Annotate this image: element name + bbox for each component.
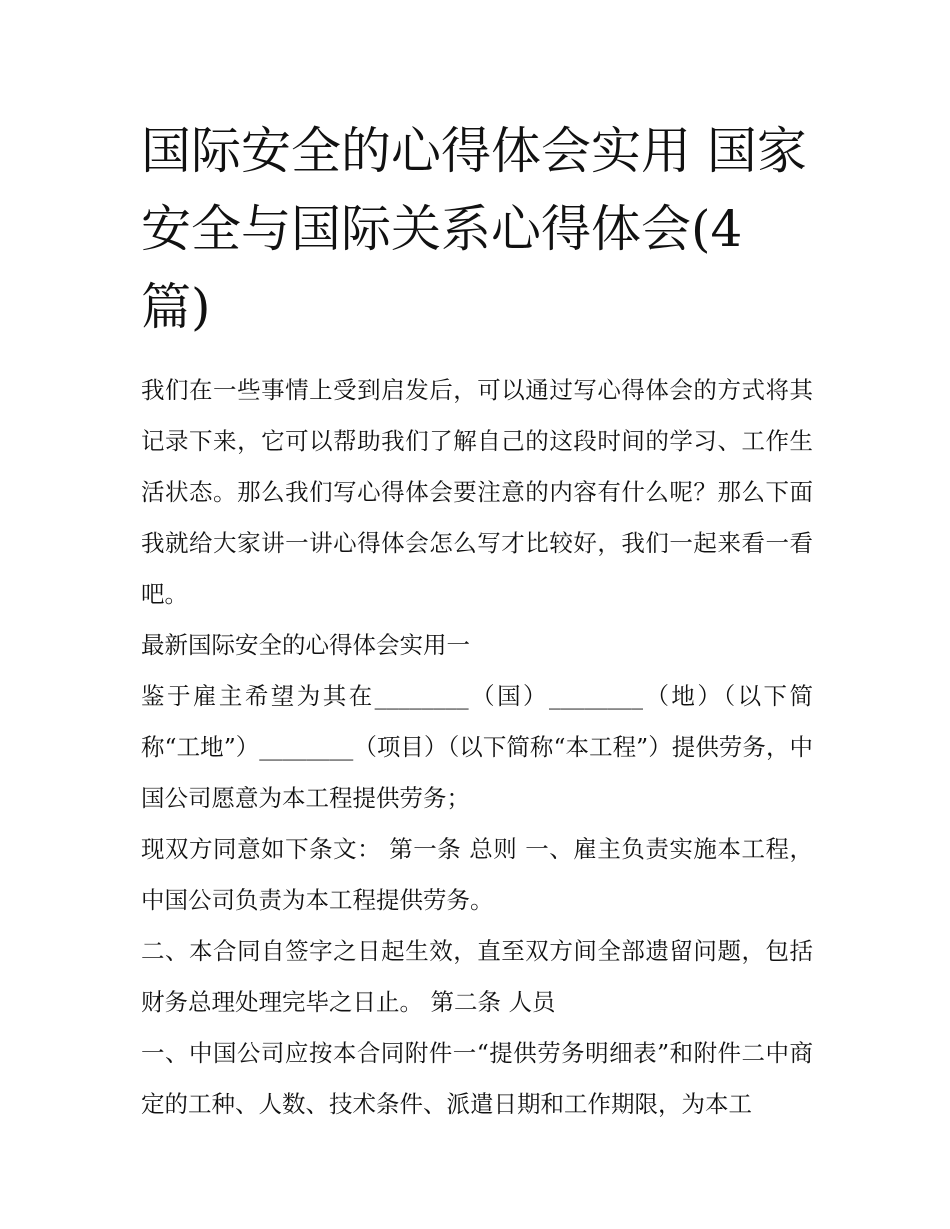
- contract-preamble-paragraph: 鉴于雇主希望为其在________（国）________（地）（以下简称“工地”）________（项目）（以下简称“本工程”）提供劳务，中国公司愿意为本工程提供劳务；: [141, 682, 813, 812]
- clause-two-paragraph: 二、本合同自签字之日起生效，直至双方间全部遗留问题，包括财务总理处理完毕之日止。 第二条 人员: [141, 937, 813, 1016]
- document-body: [141, 365, 813, 1130]
- personnel-clause-paragraph: 一、中国公司应按本合同附件一“提供劳务明细表”和附件二中商定的工种、人数、技术条件、派遣日期和工作期限，为本工: [141, 1039, 813, 1118]
- section-heading: 最新国际安全的心得体会实用一: [141, 631, 470, 659]
- title-line-1: 国际安全的心得体会实用 国家: [141, 122, 807, 180]
- document-title: [141, 112, 813, 346]
- title-line-2: 安全与国际关系心得体会(4: [141, 200, 743, 258]
- document-page: [141, 112, 813, 1130]
- title-line-3: 篇): [141, 278, 211, 336]
- article-one-paragraph: 现双方同意如下条文： 第一条 总则 一、雇主负责实施本工程，中国公司负责为本工程提供劳务。: [141, 835, 813, 914]
- intro-paragraph: 我们在一些事情上受到启发后，可以通过写心得体会的方式将其记录下来，它可以帮助我们了解自己的这段时间的学习、工作生活状态。那么我们写心得体会要注意的内容有什么呢？那么下面我就给大家讲一讲心得体会怎么写才比较好，我们一起来看一看吧。: [141, 376, 813, 608]
